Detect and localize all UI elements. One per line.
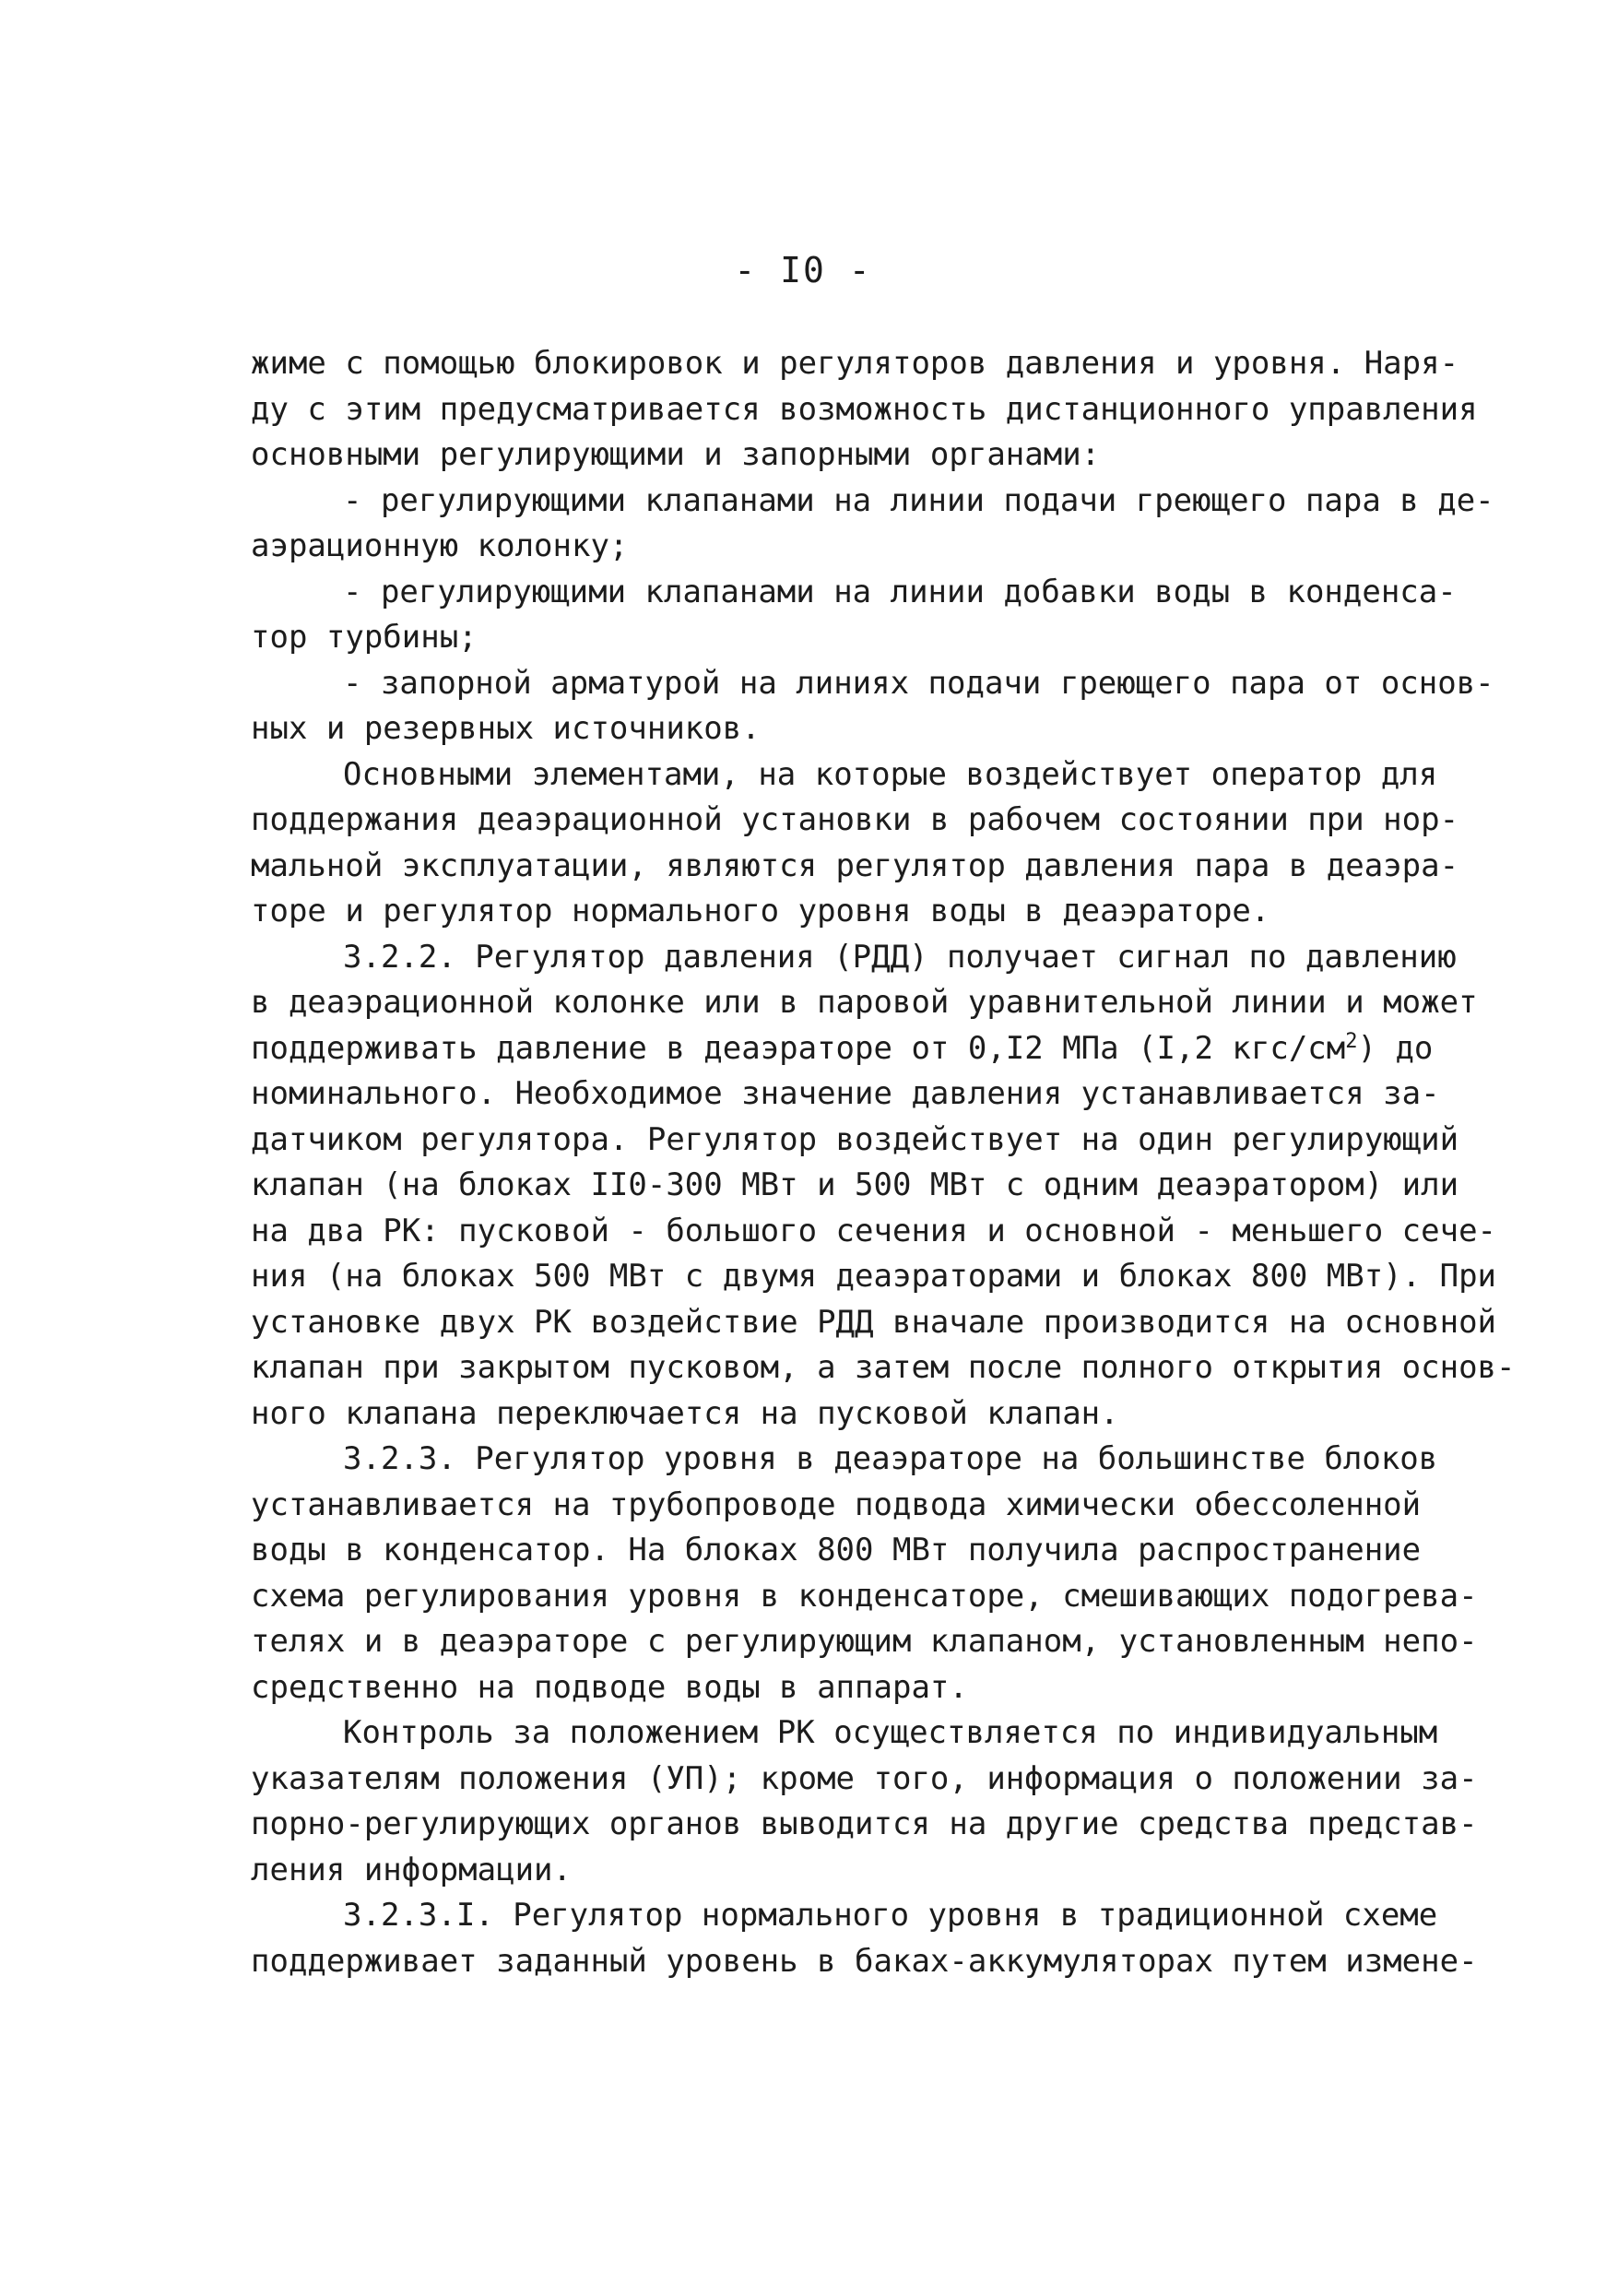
text-line: торе и регулятор нормального уровня воды в деаэраторе.: [251, 893, 1270, 929]
text-line: номинального. Необходимое значение давления устанавливается за-: [251, 1075, 1440, 1112]
text-line: в деаэрационной колонке или в паровой уравнительной линии и может: [251, 984, 1478, 1021]
paragraph-first-line: Контроль за положением РК осуществляется по индивидуальным: [343, 1714, 1438, 1751]
line-text-after: ) до: [1357, 1029, 1434, 1067]
list-item-line: - регулирующими клапанами на линии добавки воды в конденса-: [343, 573, 1457, 610]
text-line: тор турбины;: [251, 619, 478, 656]
list-item-line: - регулирующими клапанами на линии подачи греющего пара в де-: [343, 481, 1494, 519]
text-line: на два РК: пусковой - большого сечения и основной - меньшего сече-: [251, 1212, 1497, 1249]
text-line: воды в конденсатор. На блоках 800 МВт получила распространение: [251, 1532, 1422, 1568]
text-line: ных и резервных источников.: [251, 710, 761, 747]
text-line: средственно на подводе воды в аппарат.: [251, 1668, 968, 1706]
text-line: клапан при закрытом пусковом, а затем после полного открытия основ-: [251, 1349, 1516, 1386]
text-line: жиме с помощью блокировок и регуляторов давления и уровня. Наря-: [251, 345, 1459, 382]
text-line: ного клапана переключается на пусковой клапан.: [251, 1394, 1119, 1432]
section-3-2-3-1-first-line: 3.2.3.I. Регулятор нормального уровня в традиционной схеме: [343, 1897, 1438, 1934]
text-line: установке двух РК воздействие РДД вначале производится на основной: [251, 1303, 1497, 1341]
section-3-2-3-first-line: 3.2.3. Регулятор уровня в деаэраторе на большинстве блоков: [343, 1440, 1438, 1477]
line-text-before: поддерживать давление в деаэраторе от 0,I2 МПа (I,2 кгс/см: [251, 1029, 1346, 1067]
section-3-2-2-first-line: 3.2.2. Регулятор давления (РДД) получает сигнал по давлению: [343, 938, 1457, 976]
text-line: устанавливается на трубопроводе подвода химически обессоленной: [251, 1485, 1422, 1523]
text-line: указателям положения (УП); кроме того, информация о положении за-: [251, 1759, 1478, 1797]
text-line: основными регулирующими и запорными органами:: [251, 436, 1101, 473]
text-line: порно-регулирующих органов выводится на другие средства представ-: [251, 1805, 1478, 1842]
text-line-with-superscript: [251, 1026, 1486, 1072]
text-line: датчиком регулятора. Регулятор воздействует на один регулирующий: [251, 1120, 1459, 1158]
text-line: поддержания деаэрационной установки в рабочем состоянии при нор-: [251, 801, 1459, 838]
text-line: схема регулирования уровня в конденсаторе, смешивающих подогрева-: [251, 1577, 1478, 1615]
text-line: мальной эксплуатации, являются регулятор давления пара в деаэра-: [251, 846, 1459, 884]
document-body: [251, 341, 1516, 1984]
text-line: поддерживает заданный уровень в баках-аккумуляторах путем измене-: [251, 1942, 1478, 1980]
list-item-line: - запорной арматурой на линиях подачи греющего пара от основ-: [343, 664, 1494, 702]
text-line: телях и в деаэраторе с регулирующим клапаном, установленным непо-: [251, 1623, 1478, 1660]
text-line: ния (на блоках 500 МВт с двумя деаэраторами и блоках 800 МВт). При: [251, 1258, 1497, 1295]
text-line: ления информации.: [251, 1851, 572, 1888]
paragraph-first-line: Основными элементами, на которые воздействует оператор для: [343, 755, 1438, 793]
text-line: ду с этим предусматривается возможность дистанционного управления: [251, 390, 1478, 428]
superscript: 2: [1345, 1029, 1358, 1053]
text-line: клапан (на блоках II0-300 МВт и 500 МВт с одним деаэратором) или: [251, 1166, 1459, 1203]
text-line: аэрационную колонку;: [251, 527, 629, 564]
page-number: - I0 -: [734, 250, 872, 290]
